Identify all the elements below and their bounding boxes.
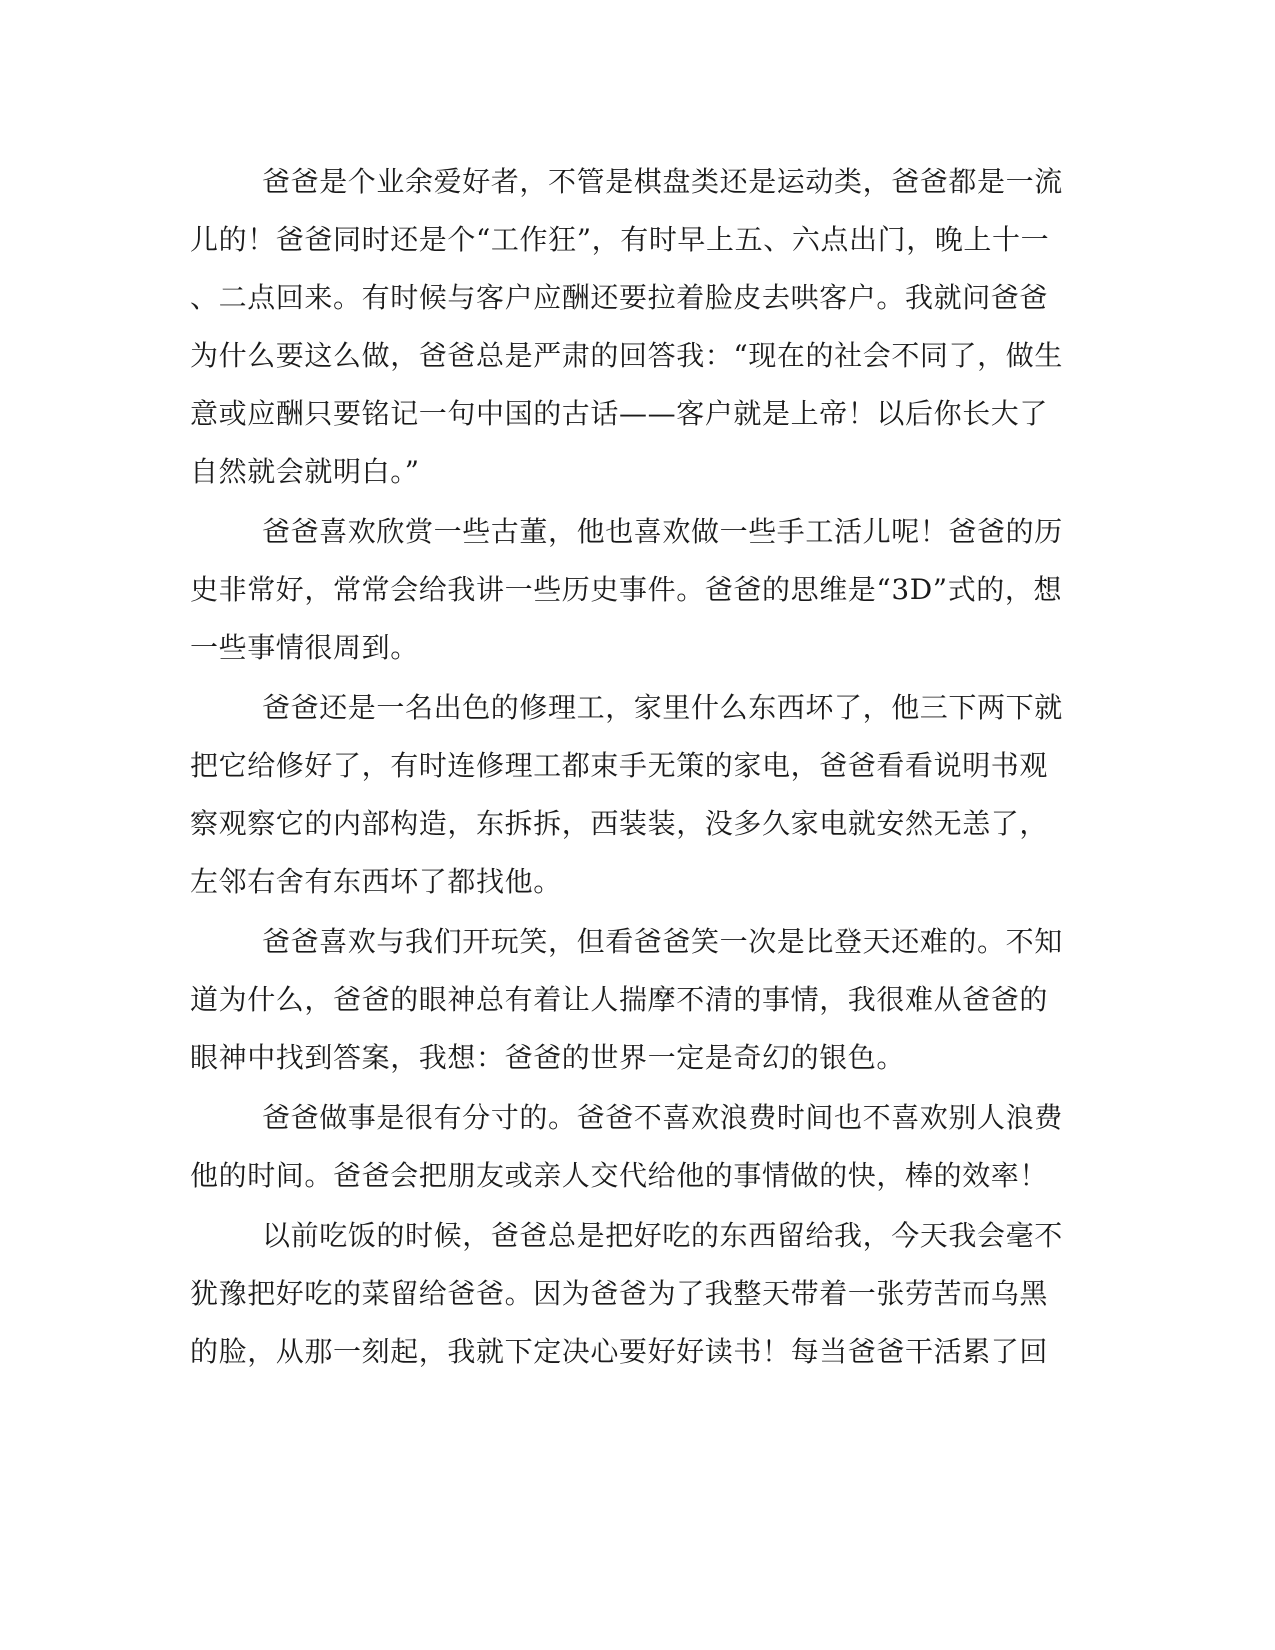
paragraph-1-line-3: 、二点回来。有时候与客户应酬还要拉着脸皮去哄客户。我就问爸爸: [190, 281, 1049, 314]
paragraph-1-line-6: 自然就会就明白。”: [190, 455, 420, 488]
paragraph-2-line-3: 一些事情很周到。: [190, 631, 419, 664]
paragraph-1-line-2: 儿的！爸爸同时还是个“工作狂”，有时早上五、六点出门，晚上十一: [190, 223, 1050, 256]
paragraph-2-line-2: 史非常好，常常会给我讲一些历史事件。爸爸的思维是“3D”式的，想: [190, 573, 1063, 606]
paragraph-4-line-1: 爸爸喜欢与我们开玩笑，但看爸爸笑一次是比登天还难的。不知: [262, 925, 1063, 958]
paragraph-5-line-2: 他的时间。爸爸会把朋友或亲人交代给他的事情做的快，棒的效率！: [190, 1159, 1049, 1192]
paragraph-1-line-5: 意或应酬只要铭记一句中国的古话——客户就是上帝！以后你长大了: [190, 397, 1049, 430]
paragraph-2-line-1: 爸爸喜欢欣赏一些古董，他也喜欢做一些手工活儿呢！爸爸的历: [262, 515, 1063, 548]
paragraph-5-line-1: 爸爸做事是很有分寸的。爸爸不喜欢浪费时间也不喜欢别人浪费: [262, 1101, 1063, 1134]
paragraph-6-line-2: 犹豫把好吃的菜留给爸爸。因为爸爸为了我整天带着一张劳苦而乌黑: [190, 1277, 1049, 1310]
paragraph-3-line-2: 把它给修好了，有时连修理工都束手无策的家电，爸爸看看说明书观: [190, 749, 1049, 782]
paragraph-6-line-1: 以前吃饭的时候，爸爸总是把好吃的东西留给我，今天我会毫不: [262, 1219, 1063, 1252]
paragraph-3-line-4: 左邻右舍有东西坏了都找他。: [190, 865, 562, 898]
paragraph-4-line-3: 眼神中找到答案，我想：爸爸的世界一定是奇幻的银色。: [190, 1041, 906, 1074]
paragraph-6-line-3: 的脸，从那一刻起，我就下定决心要好好读书！每当爸爸干活累了回: [190, 1335, 1049, 1368]
paragraph-1-line-1: 爸爸是个业余爱好者，不管是棋盘类还是运动类，爸爸都是一流: [262, 165, 1063, 198]
paragraph-3-line-1: 爸爸还是一名出色的修理工，家里什么东西坏了，他三下两下就: [262, 691, 1063, 724]
paragraph-1-line-4: 为什么要这么做，爸爸总是严肃的回答我：“现在的社会不同了，做生: [190, 339, 1063, 372]
paragraph-3-line-3: 察观察它的内部构造，东拆拆，西装装，没多久家电就安然无恙了，: [190, 807, 1049, 840]
paragraph-4-line-2: 道为什么，爸爸的眼神总有着让人揣摩不清的事情，我很难从爸爸的: [190, 983, 1049, 1016]
